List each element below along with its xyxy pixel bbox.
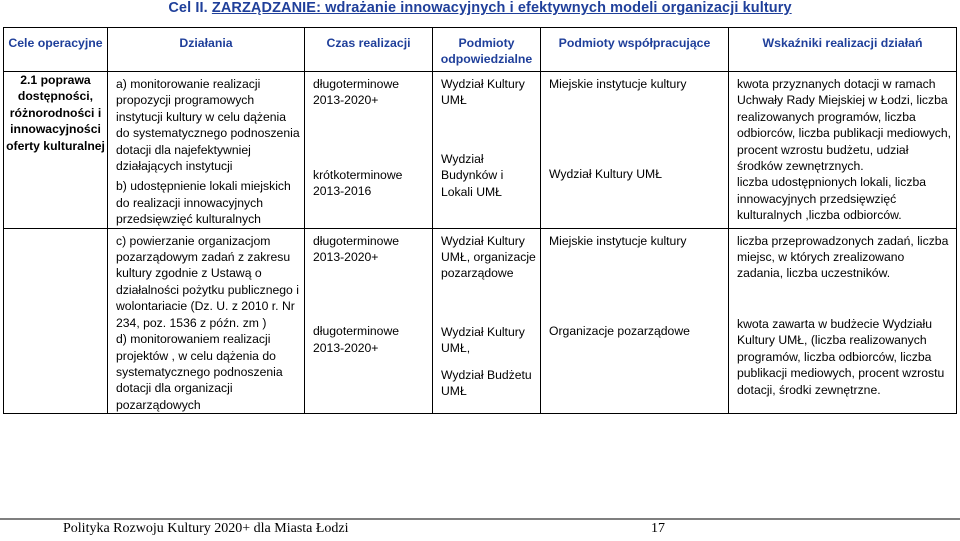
header-actions: Działania: [108, 28, 305, 72]
page-title: [0, 0, 960, 16]
actions-cell: [108, 228, 305, 413]
partners-c: Miejskie instytucje kultury: [549, 233, 687, 248]
page-number: 17: [651, 521, 665, 536]
action-b: b) udostępnienie lokali miejskich do realizacji innowacyjnych przedsięwzięć kulturalnych: [116, 179, 291, 227]
partners-b: Wydział Kultury UMŁ: [549, 167, 662, 182]
partners-a: Miejskie instytucje kultury: [549, 77, 687, 91]
time-b-term: krótkoterminowe: [313, 167, 403, 182]
header-row: [4, 28, 957, 72]
action-c: c) powierzanie organizacjom pozarządowym zadań z zakresu kultury zgodnie z Ustawą o działalności pożytku publicznego i wolontariacie (Dz. U. z 2010 r. Nr 234, poz. 1536 z późn. zm ): [116, 233, 299, 330]
header-partners: Podmioty współpracujące: [541, 28, 729, 72]
responsible-d-extra: Wydział Budżetu UMŁ: [441, 367, 532, 399]
footer-divider: [0, 518, 960, 520]
table-row: [4, 72, 957, 229]
time-a-term: długoterminowe: [313, 77, 400, 91]
action-d: d) monitorowaniem realizacji projektów , w celu dążenia do systematycznego podnoszenia dotacji dla organizacji pozarządowych: [116, 332, 283, 412]
title-prefix: Cel II.: [168, 0, 212, 16]
time-c-range: 2013-2020+: [313, 250, 379, 265]
partners-cell: [541, 72, 729, 229]
time-c-term: długoterminowe: [313, 233, 400, 248]
indicators-b: liczba udostępnionych lokali, liczba innowacyjnych przedsięwzięć kulturalnych ,liczba odbiorców.: [737, 175, 927, 223]
responsible-a: Wydział Kultury UMŁ: [441, 77, 525, 108]
indicators-cell: [729, 228, 957, 413]
indicators-d: kwota zawarta w budżecie Wydziału Kultury UMŁ, (liczba realizowanych programów, liczba odbiorców, liczba publikacji mediowych, procent wzrostu dotacji, środki zewnętrzne.: [737, 316, 945, 397]
indicators-a: kwota przyznanych dotacji w ramach Uchwały Rady Miejskiej w Łodzi, liczba realizowanych programów, liczba odbiorców, liczba publikacji mediowych, procent wzrostu budżetu, udział środków zewnętrznych.: [737, 77, 952, 174]
partners-cell: [541, 228, 729, 413]
time-d-term: długoterminowe: [313, 324, 400, 339]
responsible-cell: [433, 72, 541, 229]
indicators-cell: [729, 72, 957, 229]
strategy-table: [3, 27, 957, 414]
goal-cell-empty: [4, 228, 108, 413]
time-a-range: 2013-2020+: [313, 93, 379, 108]
footer-title: Polityka Rozwoju Kultury 2020+ dla Miasta Łodzi: [63, 521, 349, 536]
responsible-d: Wydział Kultury UMŁ,: [441, 324, 525, 356]
responsible-b: Wydział Budynków i Lokali UMŁ: [441, 151, 504, 199]
header-indicators: Wskaźniki realizacji działań: [729, 28, 957, 72]
responsible-c: Wydział Kultury UMŁ, organizacje pozarządowe: [441, 233, 536, 281]
indicators-c: liczba przeprowadzonych zadań, liczba miejsc, w których zrealizowano zadania, liczba uczestników.: [737, 233, 949, 281]
header-operational-goals: Cele operacyjne: [4, 28, 108, 72]
title-main: ZARZĄDZANIE: wdrażanie innowacyjnych i efektywnych modeli organizacji kultury: [211, 0, 792, 16]
time-cell: [305, 72, 433, 229]
partners-d: Organizacje pozarządowe: [549, 324, 690, 339]
time-cell: [305, 228, 433, 413]
time-b-range: 2013-2016: [313, 184, 372, 199]
table-row: [4, 228, 957, 413]
actions-cell: [108, 72, 305, 229]
responsible-cell: [433, 228, 541, 413]
action-a: a) monitorowanie realizacji propozycji programowych instytucji kultury w celu dążenia do systematycznego podnoszenia dotacji dla najefektywniej działających instytucji: [116, 77, 300, 174]
time-d-range: 2013-2020+: [313, 340, 379, 355]
goal-cell: 2.1 poprawa dostępności, różnorodności i innowacyjności oferty kulturalnej: [4, 72, 108, 229]
header-responsible: Podmioty odpowiedzialne: [433, 28, 541, 72]
header-time: Czas realizacji: [305, 28, 433, 72]
